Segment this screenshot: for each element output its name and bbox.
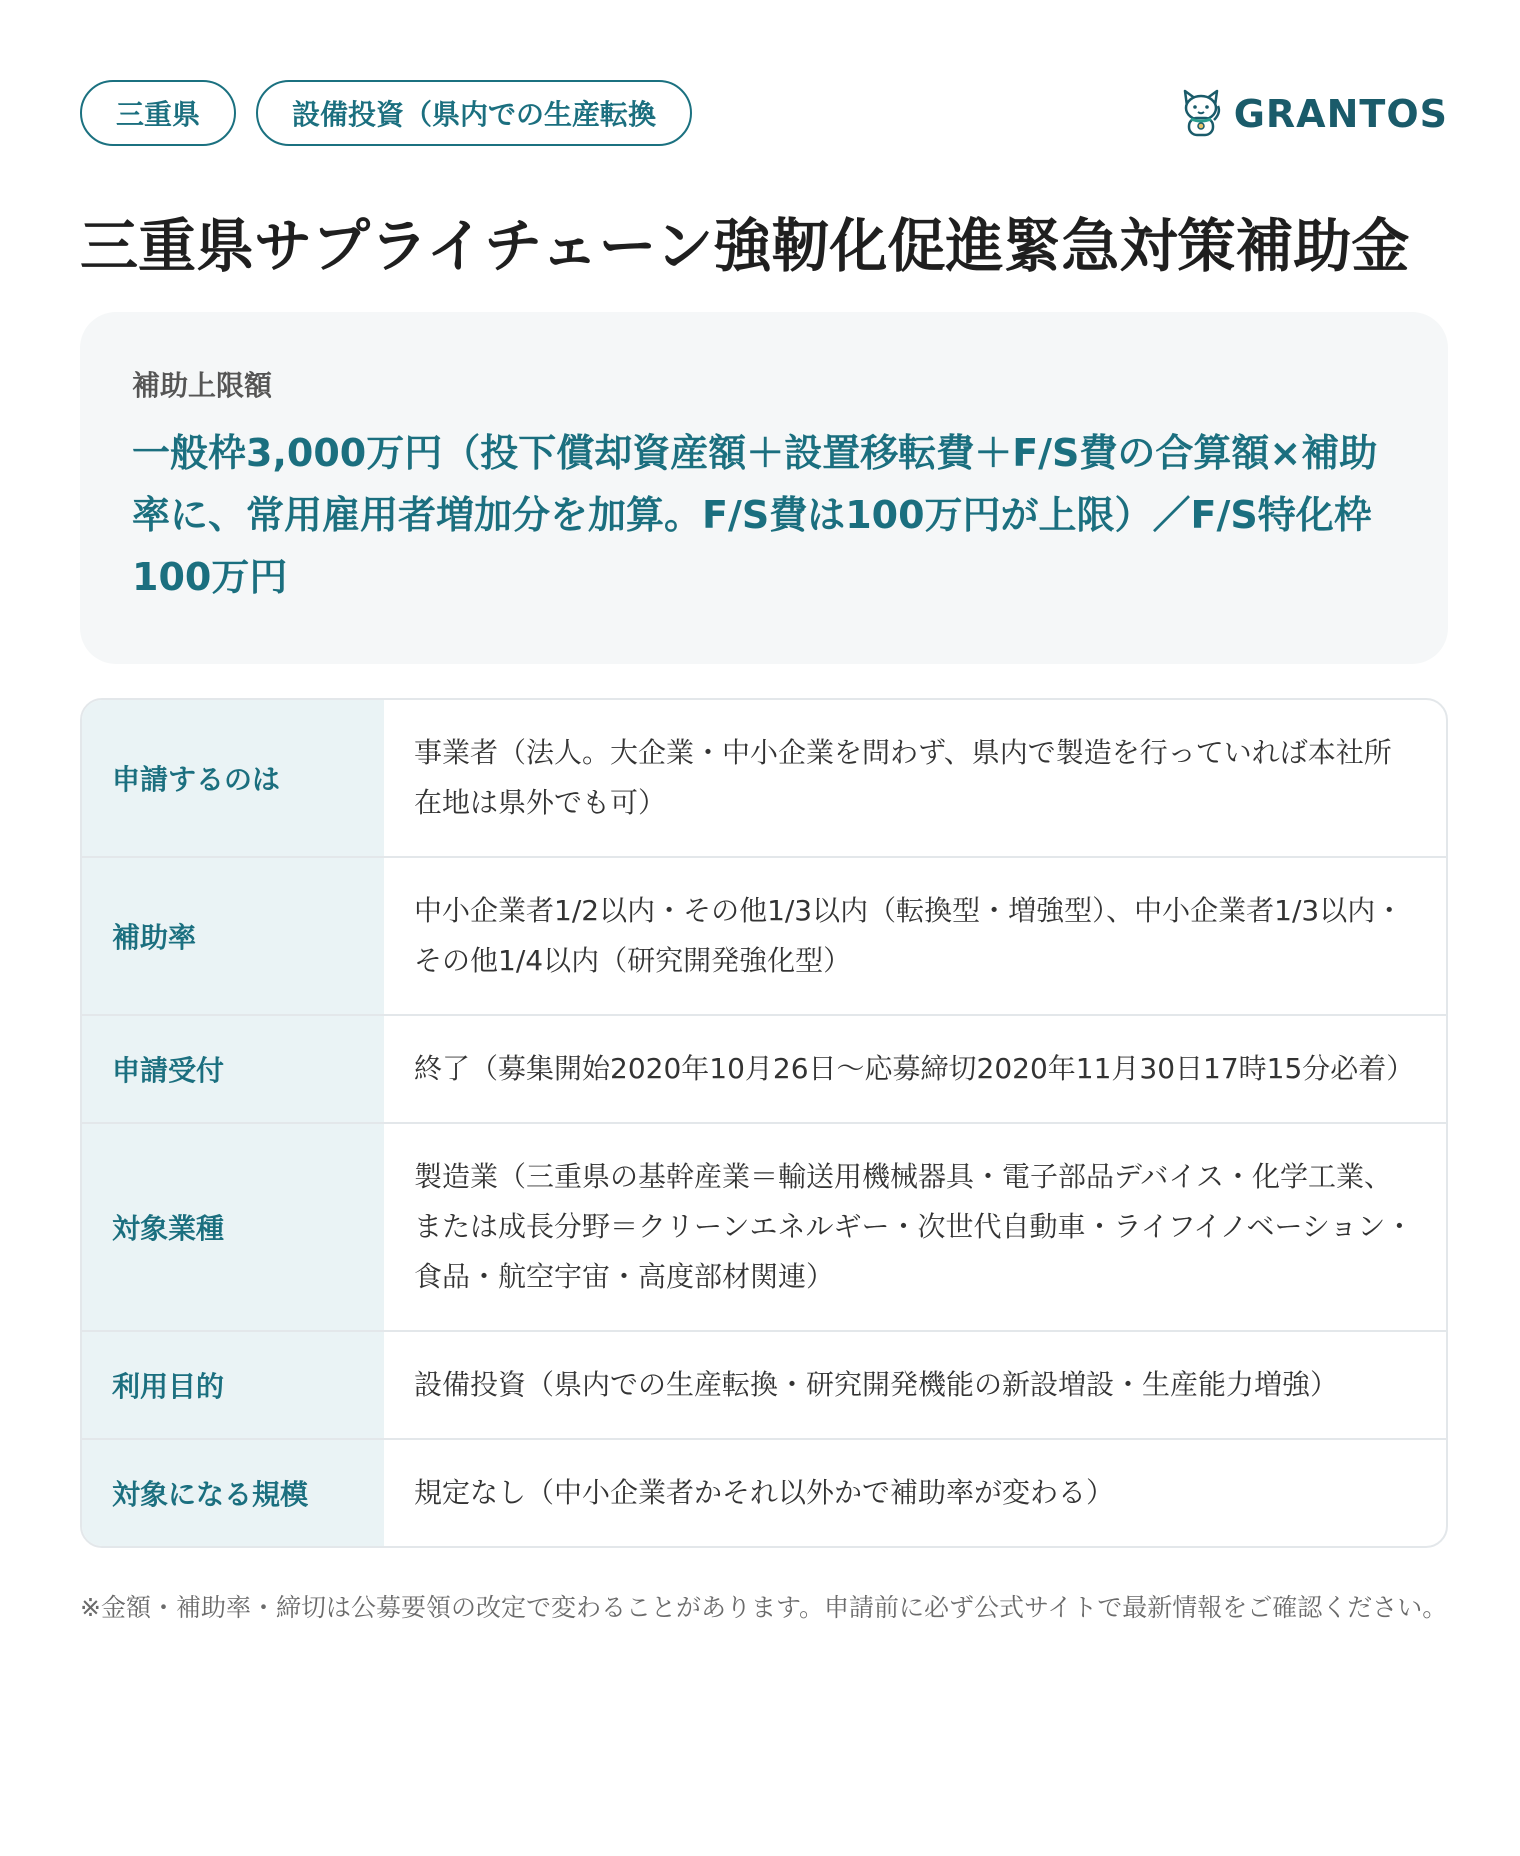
row-value-reception: 終了（募集開始2020年10月26日〜応募締切2020年11月30日17時15分必着） — [414, 1052, 1415, 1085]
row-label-scale: 対象になる規模 — [82, 1440, 384, 1546]
details-table — [80, 698, 1448, 1548]
row-label-rate: 補助率 — [82, 858, 384, 1014]
amount-label: 補助上限額 — [132, 369, 273, 402]
page — [80, 80, 1448, 1632]
row-value-rate: 中小企業者1/2以内・その他1/3以内（転換型・増強型）、中小企業者1/3以内・その他1/4以内（研究開発強化型） — [414, 894, 1404, 977]
table-row — [82, 700, 1446, 856]
row-value-scale: 規定なし（中小企業者かそれ以外かで補助率が変わる） — [414, 1476, 1115, 1509]
row-value-applicant: 事業者（法人。大企業・中小企業を問わず、県内で製造を行っていれば本社所在地は県外でも可） — [414, 736, 1392, 819]
row-label-reception: 申請受付 — [82, 1016, 384, 1122]
amount-value: 一般枠3,000万円（投下償却資産額＋設置移転費＋F/S費の合算額×補助率に、常用雇用者増加分を加算。F/S費は100万円が上限）／F/S特化枠100万円 — [132, 431, 1378, 599]
table-row — [82, 1330, 1446, 1438]
table-row — [82, 1014, 1446, 1122]
brand-name: GRANTOS — [1233, 92, 1448, 136]
row-value-purpose: 設備投資（県内での生産転換・研究開発機能の新設増設・生産能力増強） — [414, 1368, 1339, 1401]
lucky-cat-icon — [1178, 86, 1224, 142]
tag-prefecture[interactable]: 三重県 — [80, 80, 236, 146]
row-value-industry: 製造業（三重県の基幹産業＝輸送用機械器具・電子部品デバイス・化学工業、または成長分野＝クリーンエネルギー・次世代自動車・ライフイノベーション・食品・航空宇宙・高度部材関連） — [414, 1160, 1414, 1293]
row-label-purpose: 利用目的 — [82, 1332, 384, 1438]
table-row — [82, 1122, 1446, 1330]
table-row — [82, 1438, 1446, 1546]
row-label-industry: 対象業種 — [82, 1124, 384, 1330]
amount-card — [80, 312, 1448, 664]
tag-purpose[interactable]: 設備投資（県内での生産転換 — [256, 80, 692, 146]
row-label-applicant: 申請するのは — [82, 700, 384, 856]
brand-logo[interactable] — [1178, 86, 1448, 142]
disclaimer-note: ※金額・補助率・締切は公募要領の改定で変わることがあります。申請前に必ず公式サイトで最新情報をご確認ください。 — [80, 1593, 1448, 1622]
header — [80, 80, 1448, 152]
page-title: 三重県サプライチェーン強靭化促進緊急対策補助金 — [80, 212, 1410, 280]
table-row — [82, 856, 1446, 1014]
